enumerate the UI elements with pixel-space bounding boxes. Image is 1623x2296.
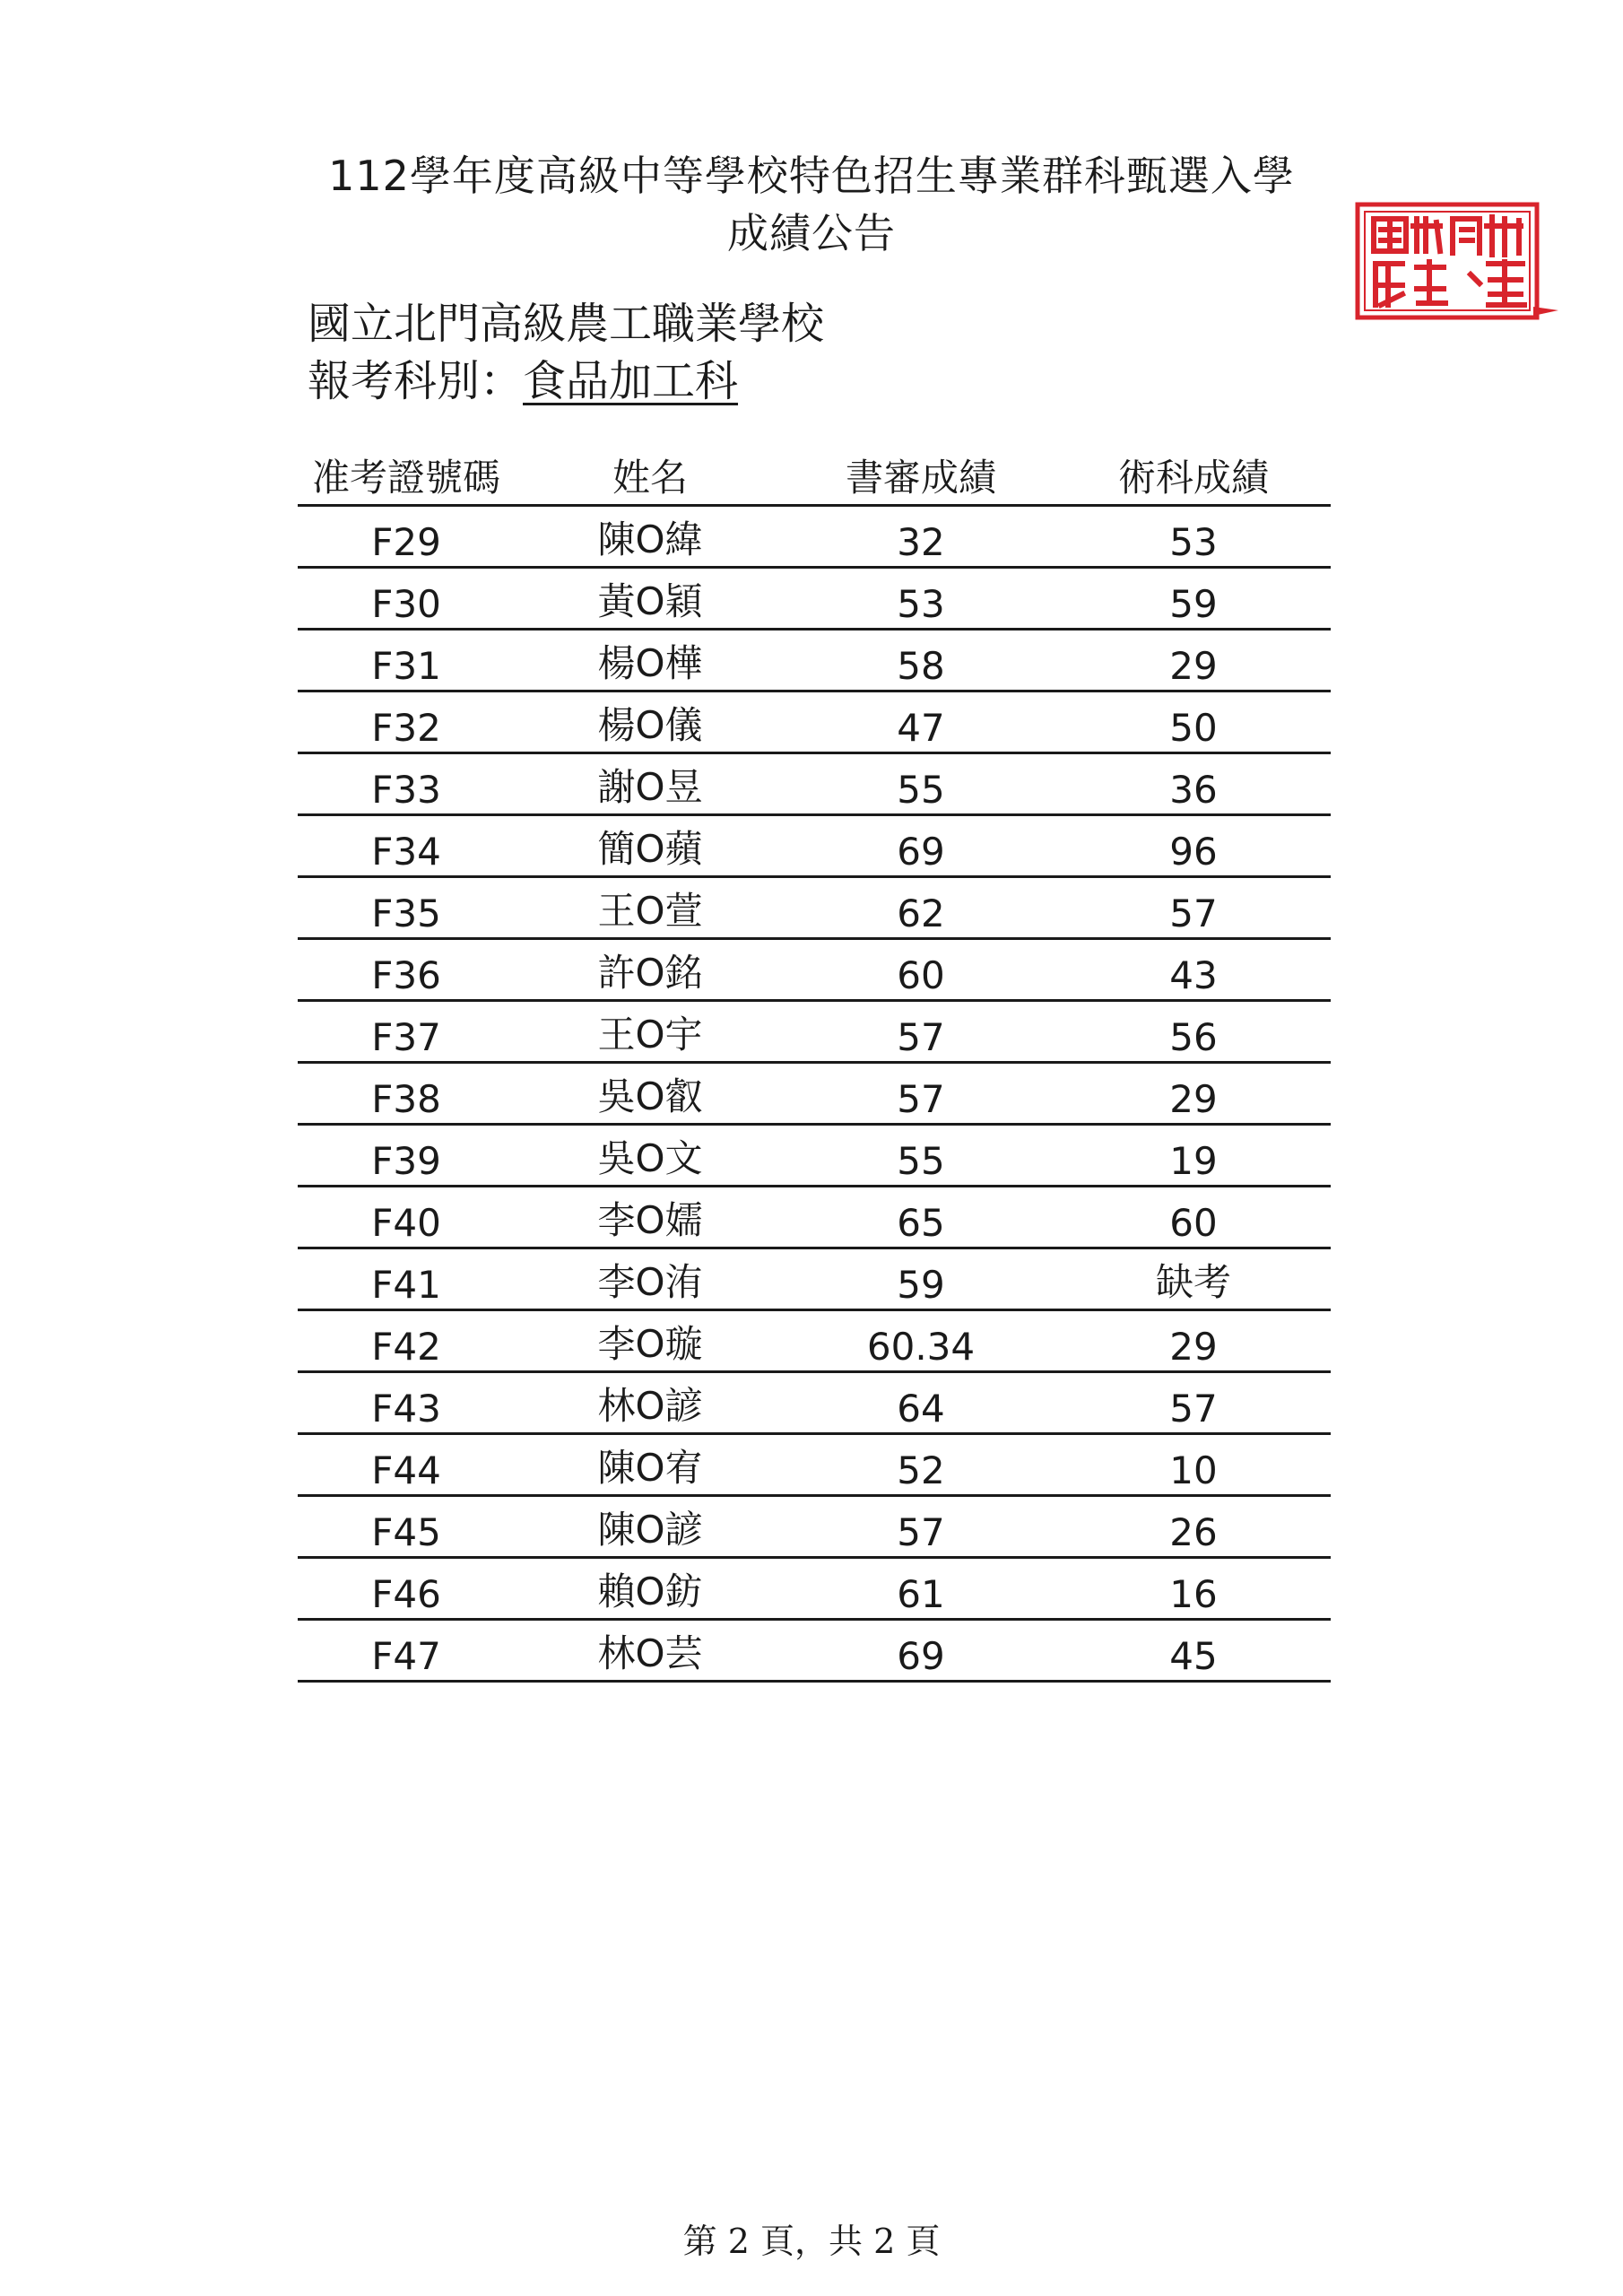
cell-exam-number: F38 [298,1063,515,1125]
cell-student-name: 黃O穎 [515,568,785,630]
cell-practical-score: 29 [1056,1310,1331,1372]
cell-document-score: 60.34 [785,1310,1056,1372]
cell-exam-number: F37 [298,1001,515,1063]
table-row [298,939,1331,1001]
cell-document-score: 61 [785,1558,1056,1620]
table-row [298,1496,1331,1558]
cell-practical-score: 57 [1056,1372,1331,1434]
cell-student-name: 陳O宥 [515,1434,785,1496]
cell-document-score: 62 [785,877,1056,939]
cell-student-name: 賴O鈁 [515,1558,785,1620]
column-header-practical-score: 術科成績 [1056,448,1331,506]
cell-document-score: 32 [785,506,1056,568]
cell-student-name: 林O諺 [515,1372,785,1434]
cell-student-name: 王O萱 [515,877,785,939]
cell-document-score: 57 [785,1496,1056,1558]
table-row [298,1125,1331,1187]
cell-student-name: 吳O叡 [515,1063,785,1125]
cell-practical-score: 26 [1056,1496,1331,1558]
cell-practical-score: 29 [1056,1063,1331,1125]
column-header-exam-number: 准考證號碼 [298,448,515,506]
cell-student-name: 李O嬬 [515,1187,785,1248]
table-body [298,506,1331,1682]
cell-document-score: 59 [785,1248,1056,1310]
cell-document-score: 69 [785,1620,1056,1682]
cell-practical-score: 36 [1056,753,1331,815]
table-row [298,815,1331,877]
cell-exam-number: F34 [298,815,515,877]
cell-document-score: 60 [785,939,1056,1001]
cell-exam-number: F43 [298,1372,515,1434]
table-row [298,1310,1331,1372]
cell-student-name: 簡O蘋 [515,815,785,877]
cell-student-name: 李O璇 [515,1310,785,1372]
cell-student-name: 李O洧 [515,1248,785,1310]
cell-exam-number: F29 [298,506,515,568]
cell-exam-number: F40 [298,1187,515,1248]
cell-exam-number: F31 [298,630,515,691]
cell-practical-score: 53 [1056,506,1331,568]
cell-practical-score: 60 [1056,1187,1331,1248]
cell-document-score: 57 [785,1063,1056,1125]
cell-practical-score: 缺考 [1056,1248,1331,1310]
cell-practical-score: 57 [1056,877,1331,939]
score-table [298,448,1331,1683]
table-row [298,691,1331,753]
cell-student-name: 陳O諺 [515,1496,785,1558]
page-title-line2: 成績公告 [727,209,896,257]
cell-student-name: 陳O緯 [515,506,785,568]
cell-document-score: 52 [785,1434,1056,1496]
cell-student-name: 楊O儀 [515,691,785,753]
table-row [298,877,1331,939]
cell-practical-score: 56 [1056,1001,1331,1063]
cell-exam-number: F42 [298,1310,515,1372]
cell-document-score: 47 [785,691,1056,753]
cell-exam-number: F36 [298,939,515,1001]
cell-student-name: 林O芸 [515,1620,785,1682]
table-row [298,630,1331,691]
cell-practical-score: 19 [1056,1125,1331,1187]
cell-student-name: 許O銘 [515,939,785,1001]
cell-exam-number: F44 [298,1434,515,1496]
cell-student-name: 楊O樺 [515,630,785,691]
cell-exam-number: F33 [298,753,515,815]
cell-exam-number: F32 [298,691,515,753]
column-header-document-score: 書審成績 [785,448,1056,506]
official-seal-stamp [1354,199,1562,328]
cell-exam-number: F46 [298,1558,515,1620]
cell-practical-score: 43 [1056,939,1331,1001]
cell-practical-score: 96 [1056,815,1331,877]
cell-practical-score: 10 [1056,1434,1331,1496]
cell-exam-number: F47 [298,1620,515,1682]
table-row [298,1434,1331,1496]
cell-document-score: 55 [785,1125,1056,1187]
table-row [298,568,1331,630]
cell-document-score: 65 [785,1187,1056,1248]
school-name: 國立北門高級農工職業學校 [308,299,825,349]
cell-exam-number: F41 [298,1248,515,1310]
cell-exam-number: F45 [298,1496,515,1558]
table-row [298,1558,1331,1620]
cell-practical-score: 29 [1056,630,1331,691]
table-row [298,1620,1331,1682]
cell-practical-score: 59 [1056,568,1331,630]
cell-exam-number: F30 [298,568,515,630]
cell-document-score: 58 [785,630,1056,691]
table-row [298,506,1331,568]
table-row [298,753,1331,815]
table-row [298,1001,1331,1063]
cell-document-score: 64 [785,1372,1056,1434]
table-row [298,1187,1331,1248]
cell-practical-score: 45 [1056,1620,1331,1682]
cell-student-name: 王O宇 [515,1001,785,1063]
cell-exam-number: F39 [298,1125,515,1187]
cell-practical-score: 50 [1056,691,1331,753]
table-row [298,1248,1331,1310]
cell-student-name: 謝O昱 [515,753,785,815]
cell-document-score: 55 [785,753,1056,815]
page-title-line1: 112學年度高級中等學校特色招生專業群科甄選入學 [328,152,1295,200]
department-line [308,346,738,408]
page-number: 第 2 頁，共 2 頁 [682,2222,941,2261]
cell-document-score: 53 [785,568,1056,630]
cell-exam-number: F35 [298,877,515,939]
column-header-name: 姓名 [515,448,785,506]
cell-student-name: 吳O文 [515,1125,785,1187]
department-value: 食品加工科 [523,356,739,406]
department-label: 報考科別： [308,356,524,406]
table-header-row [298,448,1331,506]
cell-practical-score: 16 [1056,1558,1331,1620]
cell-document-score: 57 [785,1001,1056,1063]
cell-document-score: 69 [785,815,1056,877]
table-row [298,1372,1331,1434]
table-row [298,1063,1331,1125]
